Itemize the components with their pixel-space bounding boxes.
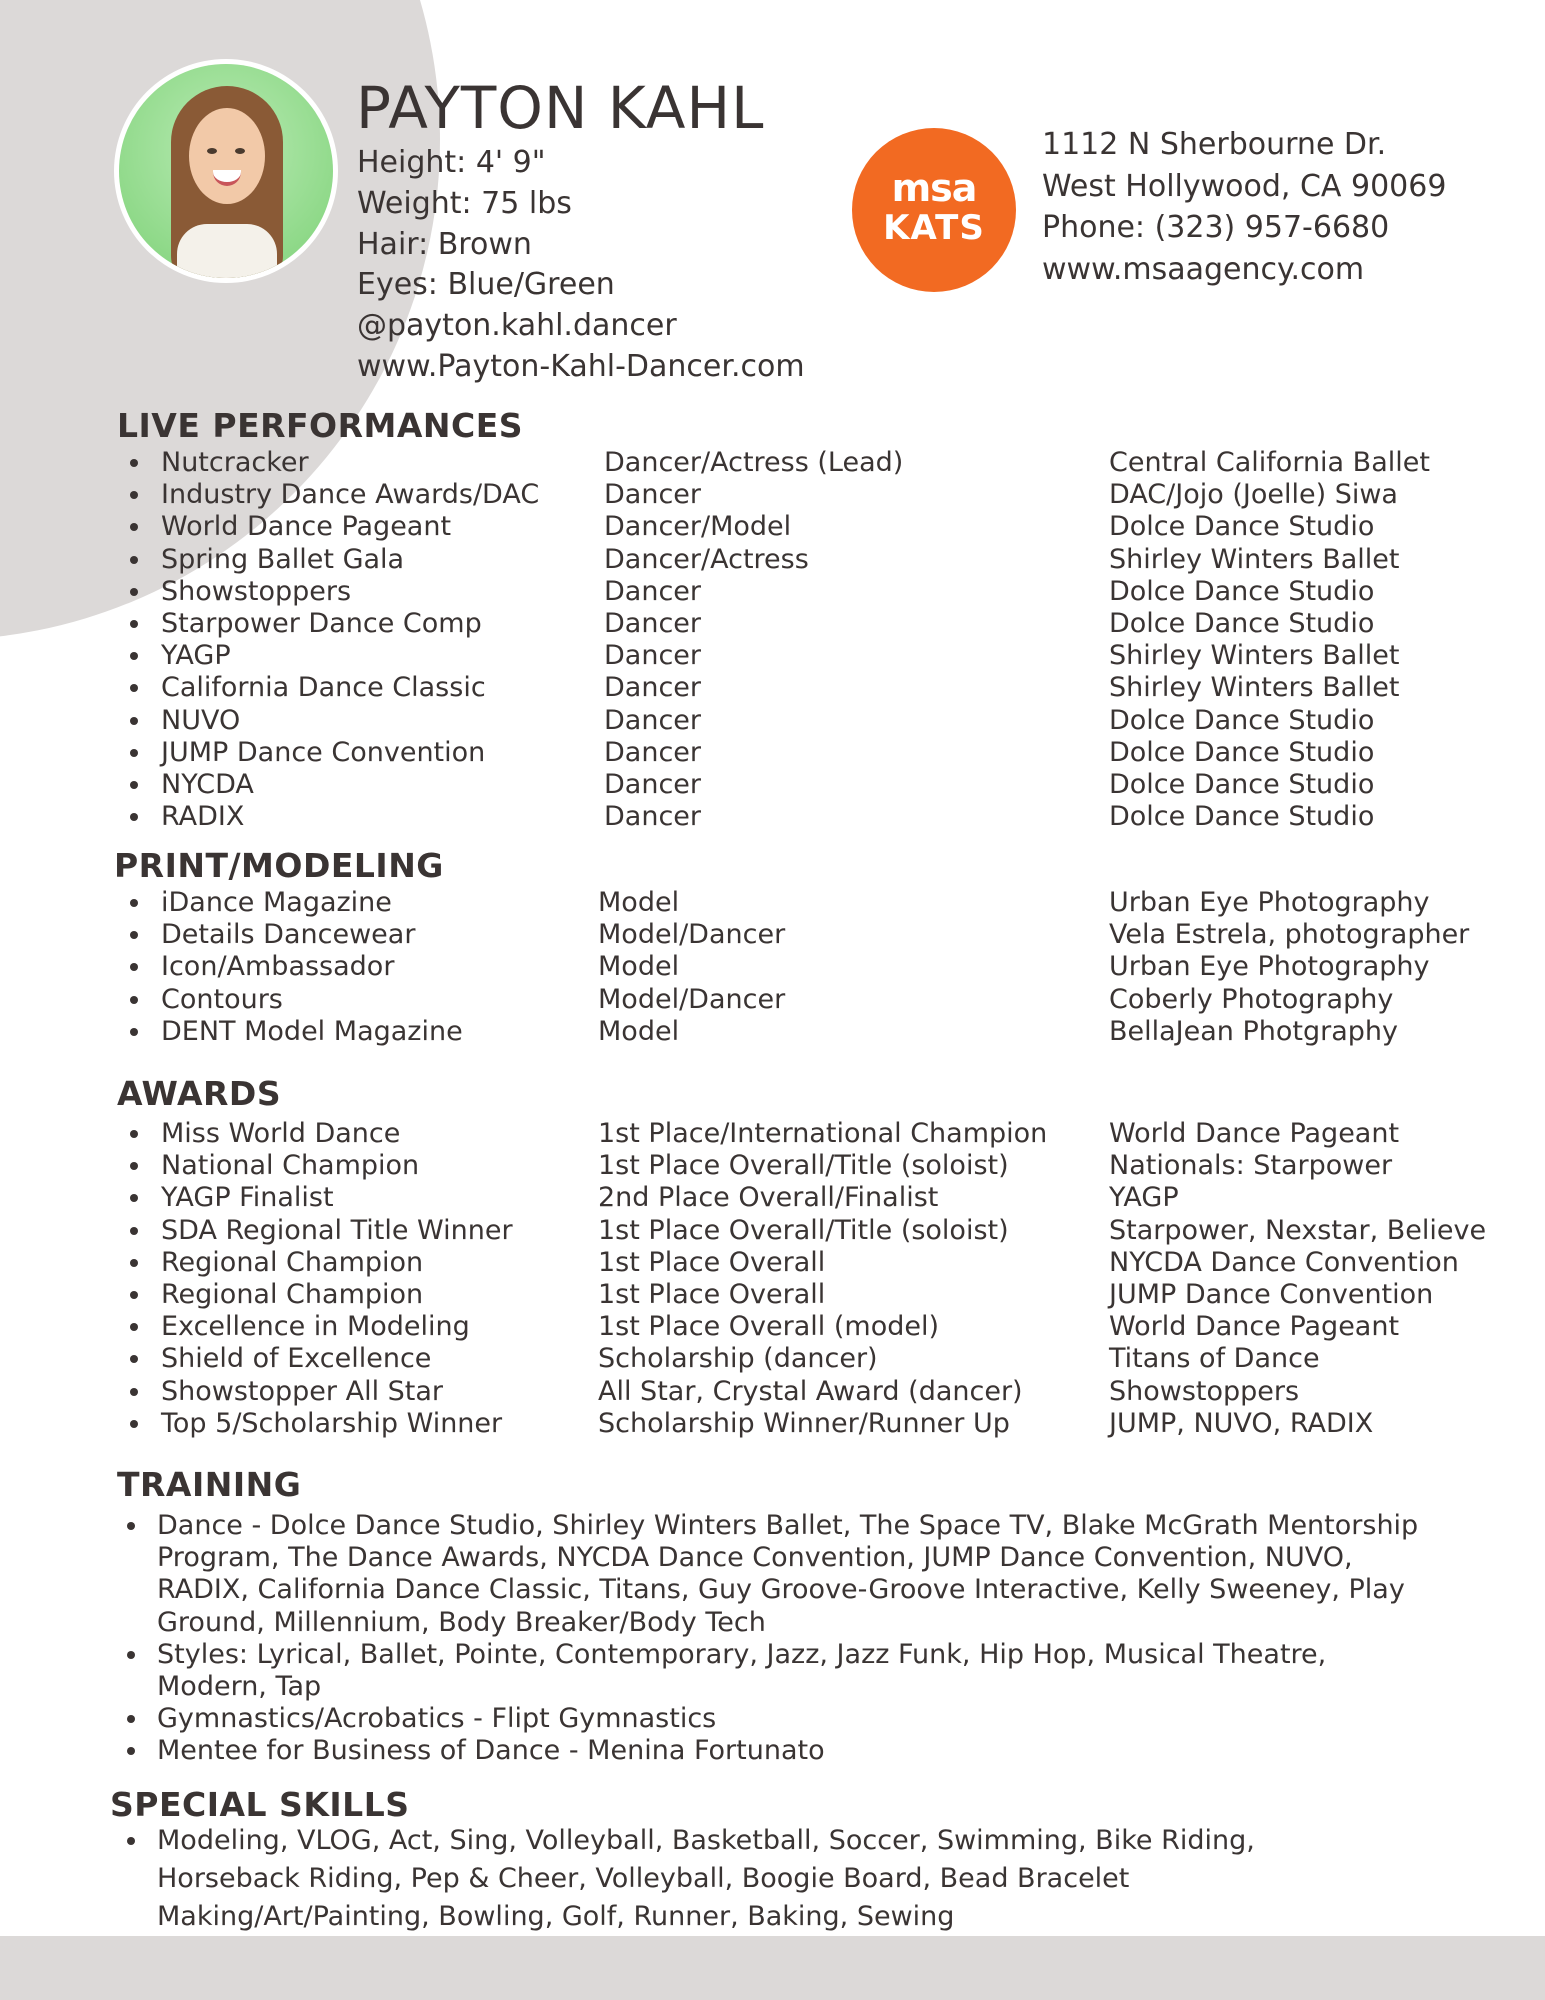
bullet-icon <box>130 684 138 692</box>
list-item <box>0 1182 1545 1214</box>
company-cell: JUMP, NUVO, RADIX <box>1109 1407 1374 1439</box>
project-cell: YAGP <box>161 640 231 672</box>
section-title: TRAINING <box>117 1465 302 1504</box>
list-item <box>0 1408 1545 1440</box>
bullet-icon <box>130 899 138 907</box>
project-cell: Top 5/Scholarship Winner <box>161 1407 503 1439</box>
company-cell: JUMP Dance Convention <box>1109 1279 1434 1310</box>
list-item <box>0 576 1545 608</box>
list-item <box>0 608 1545 640</box>
bullet-icon <box>130 1130 138 1138</box>
company-cell: Dolce Dance Studio <box>1109 511 1375 543</box>
headshot-photo <box>114 59 338 283</box>
bullet-icon <box>130 1259 138 1267</box>
project-cell: NYCDA <box>161 769 254 800</box>
training-line: Program, The Dance Awards, NYCDA Dance Convention, JUMP Dance Convention, NUVO, <box>157 1542 1353 1574</box>
bullet-icon <box>130 523 138 531</box>
project-cell: iDance Magazine <box>161 887 392 918</box>
role-cell: 1st Place Overall (model) <box>598 1311 939 1343</box>
company-cell: Central California Ballet <box>1109 447 1430 478</box>
company-cell: DAC/Jojo (Joelle) Siwa <box>1109 479 1398 511</box>
bullet-icon <box>130 1028 138 1036</box>
list-item <box>0 640 1545 672</box>
project-cell: Shield of Excellence <box>161 1343 432 1375</box>
agency-logo <box>852 128 1016 292</box>
list-item <box>0 1279 1545 1311</box>
project-cell: Nutcracker <box>161 447 309 478</box>
bullet-icon <box>130 1227 138 1235</box>
company-cell: Urban Eye Photography <box>1109 887 1430 918</box>
training-line: Mentee for Business of Dance - Menina Fortunato <box>157 1735 825 1767</box>
company-cell: Dolce Dance Studio <box>1109 704 1375 736</box>
training-item <box>0 1703 1545 1735</box>
company-cell: Nationals: Starpower <box>1109 1150 1393 1182</box>
company-cell: YAGP <box>1109 1182 1179 1214</box>
company-cell: Dolce Dance Studio <box>1109 801 1375 833</box>
list-item <box>0 1118 1545 1150</box>
company-cell: Dolce Dance Studio <box>1109 575 1375 607</box>
role-cell: Dancer <box>604 608 702 639</box>
training-line: Styles: Lyrical, Ballet, Pointe, Contemporary, Jazz, Jazz Funk, Hip Hop, Musical Theatre, <box>157 1638 1327 1670</box>
bullet-icon <box>130 1291 138 1299</box>
bullet-icon <box>127 1651 135 1659</box>
company-cell: Starpower, Nexstar, Believe <box>1109 1214 1487 1246</box>
footer-band <box>0 1936 1545 2000</box>
company-cell: Dolce Dance Studio <box>1109 769 1375 800</box>
bullet-icon <box>130 459 138 467</box>
bullet-icon <box>130 652 138 660</box>
role-cell: Dancer/Model <box>604 511 792 543</box>
role-cell: Dancer <box>604 736 702 768</box>
company-cell: Showstoppers <box>1109 1375 1300 1407</box>
performer-website[interactable]: www.Payton-Kahl-Dancer.com <box>357 348 805 384</box>
company-cell: Titans of Dance <box>1109 1343 1320 1375</box>
project-cell: Contours <box>161 983 283 1015</box>
weight-text: Weight: 75 lbs <box>357 185 572 221</box>
bullet-icon <box>130 931 138 939</box>
bullet-icon <box>130 781 138 789</box>
project-cell: Showstoppers <box>161 575 352 607</box>
list-item <box>0 984 1545 1016</box>
bullet-icon <box>130 1355 138 1363</box>
role-cell: Model <box>598 887 680 918</box>
project-cell: DENT Model Magazine <box>161 1015 463 1047</box>
role-cell: 2nd Place Overall/Finalist <box>598 1182 939 1214</box>
section-title: AWARDS <box>117 1074 282 1113</box>
company-cell: World Dance Pageant <box>1109 1311 1400 1343</box>
company-cell: BellaJean Photgraphy <box>1109 1015 1399 1047</box>
project-cell: Details Dancewear <box>161 919 416 951</box>
list-item <box>0 1215 1545 1247</box>
role-cell: Model <box>598 951 680 983</box>
list-item <box>0 544 1545 576</box>
bullet-icon <box>127 1715 135 1723</box>
role-cell: 1st Place/International Champion <box>598 1118 1048 1149</box>
performer-stats <box>357 143 805 388</box>
list-item <box>0 672 1545 704</box>
role-cell: Dancer <box>604 769 702 800</box>
list-item <box>0 447 1545 479</box>
project-cell: National Champion <box>161 1150 420 1182</box>
list-item <box>0 769 1545 801</box>
company-cell: Shirley Winters Ballet <box>1109 672 1400 704</box>
section-title: LIVE PERFORMANCES <box>117 406 524 445</box>
list-item <box>0 511 1545 543</box>
role-cell: Dancer <box>604 479 702 511</box>
logo-text-top: msa <box>891 166 977 210</box>
company-cell: World Dance Pageant <box>1109 1118 1400 1149</box>
project-cell: JUMP Dance Convention <box>161 736 486 768</box>
list-item <box>0 1343 1545 1375</box>
bullet-icon <box>127 1747 135 1755</box>
training-line: Gymnastics/Acrobatics - Flipt Gymnastics <box>157 1703 717 1735</box>
performer-name: PAYTON KAHL <box>356 74 765 142</box>
project-cell: Industry Dance Awards/DAC <box>161 479 540 511</box>
role-cell: 1st Place Overall/Title (soloist) <box>598 1214 1009 1246</box>
role-cell: All Star, Crystal Award (dancer) <box>598 1375 1023 1407</box>
bullet-icon <box>130 491 138 499</box>
company-cell: Dolce Dance Studio <box>1109 608 1375 639</box>
training-line: Ground, Millennium, Body Breaker/Body Tech <box>157 1606 766 1638</box>
training-line: RADIX, California Dance Classic, Titans, Guy Groove-Groove Interactive, Kelly Sweeney, Play <box>157 1574 1405 1606</box>
training-item <box>0 1510 1545 1639</box>
project-cell: Spring Ballet Gala <box>161 543 405 575</box>
project-cell: YAGP Finalist <box>161 1182 334 1214</box>
company-cell: Vela Estrela, photographer <box>1109 919 1470 951</box>
bullet-icon <box>130 620 138 628</box>
training-item <box>0 1639 1545 1703</box>
role-cell: 1st Place Overall/Title (soloist) <box>598 1150 1009 1182</box>
bullet-icon <box>130 1420 138 1428</box>
bullet-icon <box>127 1837 135 1845</box>
project-cell: RADIX <box>161 801 245 833</box>
bullet-icon <box>130 1388 138 1396</box>
company-cell: NYCDA Dance Convention <box>1109 1246 1459 1278</box>
list-item <box>0 1016 1545 1048</box>
training-line: Modern, Tap <box>157 1670 322 1702</box>
agency-contact <box>1042 124 1446 290</box>
bullet-icon <box>127 1522 135 1530</box>
role-cell: Scholarship (dancer) <box>598 1343 878 1375</box>
height-text: Height: 4' 9" <box>357 145 546 180</box>
project-cell: Regional Champion <box>161 1246 424 1278</box>
project-cell: Icon/Ambassador <box>161 951 395 983</box>
training-line: Dance - Dolce Dance Studio, Shirley Winters Ballet, The Space TV, Blake McGrath Mentorship <box>157 1510 1419 1541</box>
bullet-icon <box>130 1323 138 1331</box>
role-cell: Model/Dancer <box>598 983 786 1015</box>
role-cell: Dancer <box>604 801 702 833</box>
list-item <box>0 1150 1545 1182</box>
project-cell: Showstopper All Star <box>161 1375 444 1407</box>
company-cell: Shirley Winters Ballet <box>1109 640 1400 672</box>
training-item <box>0 1735 1545 1767</box>
bullet-icon <box>130 1194 138 1202</box>
list-item <box>0 705 1545 737</box>
company-cell: Urban Eye Photography <box>1109 951 1430 983</box>
list-item <box>0 1247 1545 1279</box>
project-cell: NUVO <box>161 704 241 736</box>
role-cell: Model/Dancer <box>598 919 786 951</box>
bullet-icon <box>130 963 138 971</box>
project-cell: Regional Champion <box>161 1279 424 1310</box>
project-cell: Starpower Dance Comp <box>161 608 482 639</box>
list-item <box>0 887 1545 919</box>
company-cell: Shirley Winters Ballet <box>1109 543 1400 575</box>
hair-text: Hair: Brown <box>357 226 532 262</box>
list-item <box>0 951 1545 983</box>
company-cell: Dolce Dance Studio <box>1109 736 1375 768</box>
skills-line: Making/Art/Painting, Bowling, Golf, Runner, Baking, Sewing <box>157 1901 955 1932</box>
bullet-icon <box>130 813 138 821</box>
list-item <box>0 919 1545 951</box>
list-item <box>0 737 1545 769</box>
agency-phone: Phone: (323) 957-6680 <box>1042 210 1390 245</box>
role-cell: Dancer <box>604 640 702 672</box>
role-cell: Dancer <box>604 672 702 704</box>
list-item <box>0 1311 1545 1343</box>
instagram-handle[interactable]: @payton.kahl.dancer <box>357 308 677 344</box>
bullet-icon <box>130 556 138 564</box>
list-item <box>0 1376 1545 1408</box>
agency-website[interactable]: www.msaagency.com <box>1042 251 1365 287</box>
logo-text-bottom: KATS <box>883 208 985 248</box>
role-cell: Dancer/Actress (Lead) <box>604 447 904 478</box>
role-cell: Model <box>598 1015 680 1047</box>
bullet-icon <box>130 588 138 596</box>
project-cell: California Dance Classic <box>161 672 486 704</box>
project-cell: SDA Regional Title Winner <box>161 1214 513 1246</box>
address-line-2: West Hollywood, CA 90069 <box>1042 168 1447 204</box>
list-item <box>0 801 1545 833</box>
bullet-icon <box>130 717 138 725</box>
company-cell: Coberly Photography <box>1109 983 1394 1015</box>
section-title: PRINT/MODELING <box>114 846 444 885</box>
skills-item <box>0 1825 1545 1945</box>
section-title: SPECIAL SKILLS <box>110 1785 410 1824</box>
project-cell: World Dance Pageant <box>161 511 452 543</box>
address-line-1: 1112 N Sherbourne Dr. <box>1042 127 1387 162</box>
skills-line: Modeling, VLOG, Act, Sing, Volleyball, Basketball, Soccer, Swimming, Bike Riding, <box>157 1825 1255 1856</box>
role-cell: Dancer/Actress <box>604 543 809 575</box>
role-cell: Dancer <box>604 704 702 736</box>
role-cell: Scholarship Winner/Runner Up <box>598 1407 1010 1439</box>
eyes-text: Eyes: Blue/Green <box>357 267 615 303</box>
bullet-icon <box>130 749 138 757</box>
role-cell: 1st Place Overall <box>598 1279 826 1310</box>
bullet-icon <box>130 996 138 1004</box>
project-cell: Excellence in Modeling <box>161 1311 470 1343</box>
project-cell: Miss World Dance <box>161 1118 401 1149</box>
role-cell: 1st Place Overall <box>598 1246 826 1278</box>
skills-line: Horseback Riding, Pep & Cheer, Volleyball, Boogie Board, Bead Bracelet <box>157 1863 1130 1894</box>
role-cell: Dancer <box>604 575 702 607</box>
bullet-icon <box>130 1162 138 1170</box>
list-item <box>0 479 1545 511</box>
